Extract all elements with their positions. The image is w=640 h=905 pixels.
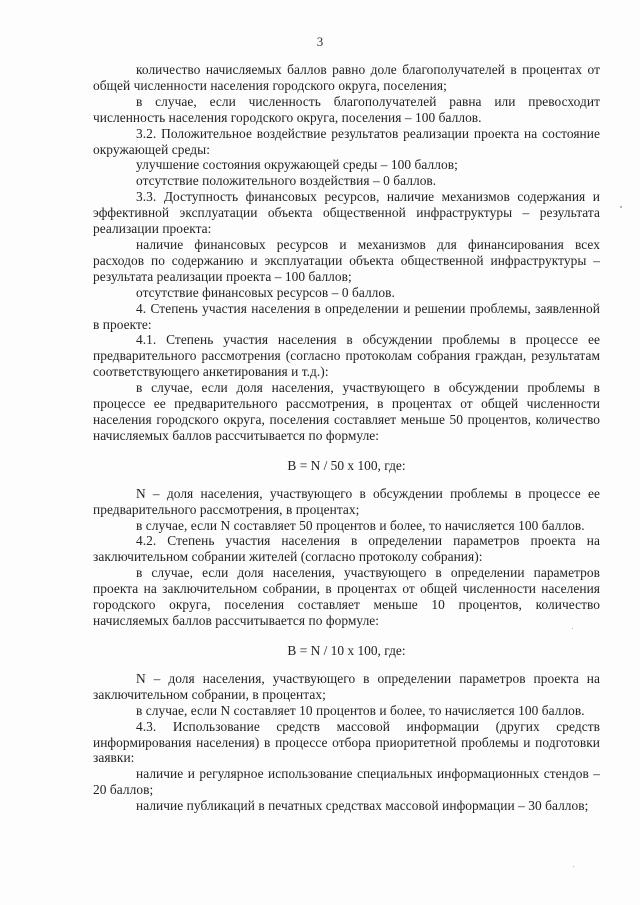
paragraph: в случае, если доля населения, участвующего в определении параметров проекта на заключительном собрании, в процентах от общей численности населения городского округа, поселения составляет меньше 10 процентов, количество начисляемых баллов рассчитывается по формуле:: [93, 565, 600, 628]
paragraph: количество начисляемых баллов равно доле благополучателей в процентах от общей численности населения городского округа, поселения;: [93, 62, 600, 93]
paragraph: отсутствие положительного воздействия – 0 баллов.: [136, 173, 437, 189]
paragraph: в случае, если численность благополучателей равна или превосходит численность населения городского округа, поселения – 100 баллов.: [93, 93, 600, 125]
paragraph: в случае, если N составляет 50 процентов и более, то начисляется 100 баллов.: [136, 517, 585, 533]
formula: B = N / 50 x 100, где:: [287, 457, 406, 473]
paragraph: N – доля населения, участвующего в обсуждении проблемы в процессе ее предварительного рассмотрения, в процентах;: [93, 485, 600, 517]
paragraph: наличие и регулярное использование специальных информационных стендов – 20 баллов;: [93, 766, 600, 798]
paragraph: 3.3. Доступность финансовых ресурсов, наличие механизмов содержания и эффективной эксплуатации объекта общественной инфраструктуры – результата реализации проекта:: [93, 189, 600, 237]
paragraph: N – доля населения, участвующего в определении параметров проекта на заключительном собрании, в процентах;: [93, 670, 600, 702]
scan-speck: [572, 628, 573, 629]
formula: B = N / 10 x 100, где:: [287, 642, 406, 658]
paragraph: отсутствие финансовых ресурсов – 0 баллов.: [136, 284, 395, 300]
paragraph: 4.1. Степень участия населения в обсуждении проблемы в процессе ее предварительного рассмотрения (согласно протоколам собрания граждан, результатам соответствующего анкетирования и т.д.):: [93, 332, 600, 380]
paragraph: 4.3. Использование средств массовой информации (других средств информирования населения) в процессе отбора приоритетной проблемы и подготовки заявки:: [93, 718, 600, 766]
document-body: [93, 62, 600, 814]
scan-speck: [573, 866, 574, 867]
paragraph: улучшение состояния окружающей среды – 100 баллов;: [136, 157, 458, 173]
paragraph: наличие публикаций в печатных средствах массовой информации – 30 баллов;: [136, 798, 589, 814]
paragraph: наличие финансовых ресурсов и механизмов для финансирования всех расходов по содержанию и эксплуатации объекта общественной инфраструктуры – результата реализации проекта – 100 баллов;: [93, 236, 600, 284]
paragraph: в случае, если N составляет 10 процентов и более, то начисляется 100 баллов.: [136, 702, 585, 718]
page-number: 3: [316, 34, 324, 49]
scan-speck: [620, 206, 622, 208]
paragraph: 3.2. Положительное воздействие результатов реализации проекта на состояние окружающей среды:: [93, 125, 600, 157]
paragraph: 4. Степень участия населения в определении и решении проблемы, заявленной в проекте:: [93, 300, 600, 332]
paragraph: в случае, если доля населения, участвующего в обсуждении проблемы в процессе ее предварительного рассмотрения, в процентах от общей численности населения городского округа, поселения составляет меньше 50 процентов, количество начисляемых баллов рассчитывается по формуле:: [93, 380, 600, 443]
paragraph: 4.2. Степень участия населения в определении параметров проекта на заключительном собрании жителей (согласно протоколу собрания):: [93, 533, 600, 565]
